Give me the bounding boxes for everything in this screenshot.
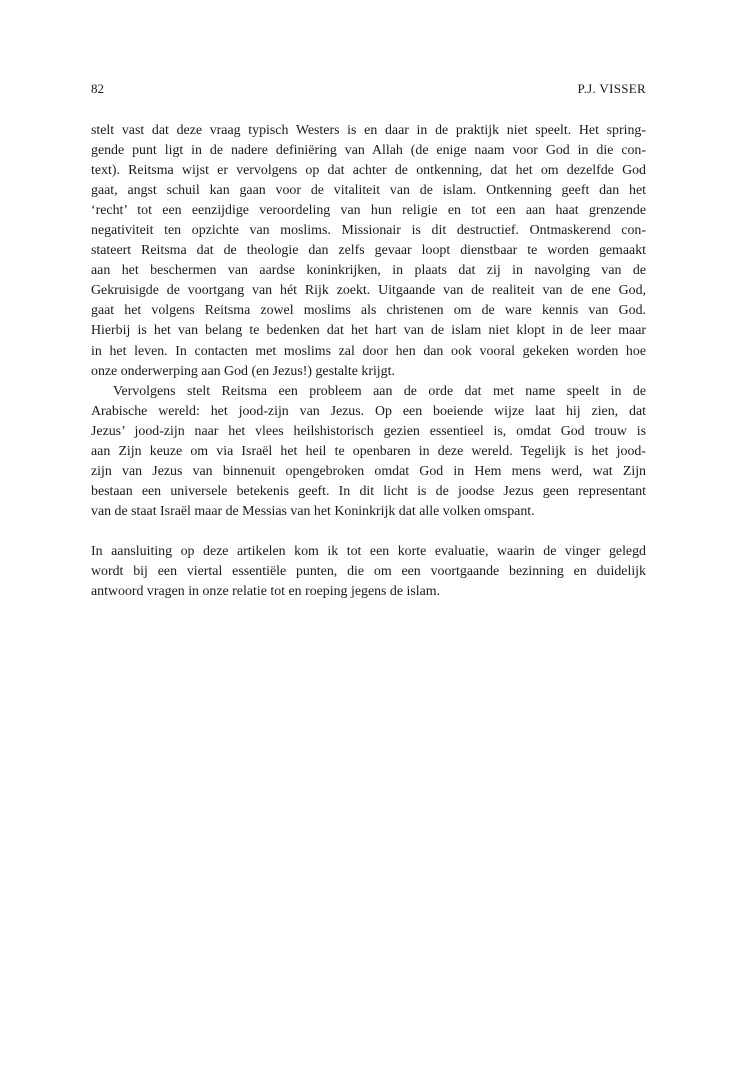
- text-line: wordt bij een viertal essentiële punten, die om een voortgaande bezinning en duidelijk: [91, 563, 646, 579]
- running-header: [91, 80, 646, 98]
- paragraph-spacer: [91, 522, 646, 542]
- text-line: onze onderwerping aan God (en Jezus!) gestalte krijgt.: [91, 363, 395, 379]
- text-line: gaat, angst schuil kan gaan voor de vitaliteit van de islam. Ontkenning geeft dan het: [91, 183, 646, 199]
- text-line: stelt vast dat deze vraag typisch Westers is en daar in de praktijk niet speelt. Het spring-: [91, 123, 646, 138]
- text-line: ‘recht’ tot een eenzijdige veroordeling van hun religie en tot een aan haat grenzende: [91, 203, 646, 219]
- text-line: zijn van Jezus van binnenuit opengebroken omdat God in Hem mens werd, wat Zijn: [91, 463, 646, 479]
- text-line: van de staat Israël maar de Messias van het Koninkrijk dat alle volken omspant.: [91, 503, 535, 519]
- text-line: Arabische wereld: het jood-zijn van Jezus. Op een boeiende wijze laat hij zien, dat: [91, 403, 646, 419]
- page-number: 82: [91, 81, 104, 96]
- text-line: antwoord vragen in onze relatie tot en roeping jegens de islam.: [91, 584, 441, 600]
- text-line: bestaan een universele betekenis geeft. In dit licht is de joodse Jezus geen representant: [91, 483, 646, 499]
- text-line: aan het beschermen van aardse koninkrijken, in plaats dat zij in navolging van de: [91, 263, 646, 279]
- text-line: in het leven. In contacten met moslims zal door hen dan ook vooral gekeken worden hoe: [91, 343, 646, 359]
- text-line: Vervolgens stelt Reitsma een probleem aan de orde dat met name speelt in de: [113, 383, 646, 399]
- text-line: negativiteit ten opzichte van moslims. Missionair is dit destructief. Ontmaskerend con-: [91, 223, 646, 239]
- paragraph-3: [91, 542, 646, 602]
- text-line: stateert Reitsma dat de theologie dan zelfs gevaar loopt dienstbaar te worden gemaakt: [91, 243, 646, 259]
- text-line: Gekruisigde de voortgang van hét Rijk zoekt. Uitgaande van de realiteit van de ene God,: [91, 283, 646, 299]
- text-line: In aansluiting op deze artikelen kom ik tot een korte evaluatie, waarin de vinger gelegd: [91, 543, 646, 559]
- text-line: aan Zijn keuze om via Israël het heil te openbaren in deze wereld. Tegelijk is het jood-: [91, 443, 646, 459]
- paragraph-2: [91, 382, 646, 522]
- text-line: text). Reitsma wijst er vervolgens op dat achter de ontkenning, dat het om dezelfde God: [91, 163, 646, 179]
- body-text: [91, 121, 646, 602]
- text-line: Jezus’ jood-zijn naar het vlees heilshistorisch gezien essentieel is, omdat God trouw is: [91, 423, 646, 439]
- text-line: gaat het volgens Reitsma zowel moslims als christenen om de ware kennis van God.: [91, 303, 646, 319]
- paragraph-1: [91, 121, 646, 382]
- running-head-author: P.J. VISSER: [577, 81, 646, 96]
- text-line: gende punt ligt in de nadere definiëring van Allah (de enige naam voor God in die con-: [91, 143, 646, 159]
- text-line: Hierbij is het van belang te bedenken dat het hart van de islam niet klopt in de leer maar: [91, 323, 646, 339]
